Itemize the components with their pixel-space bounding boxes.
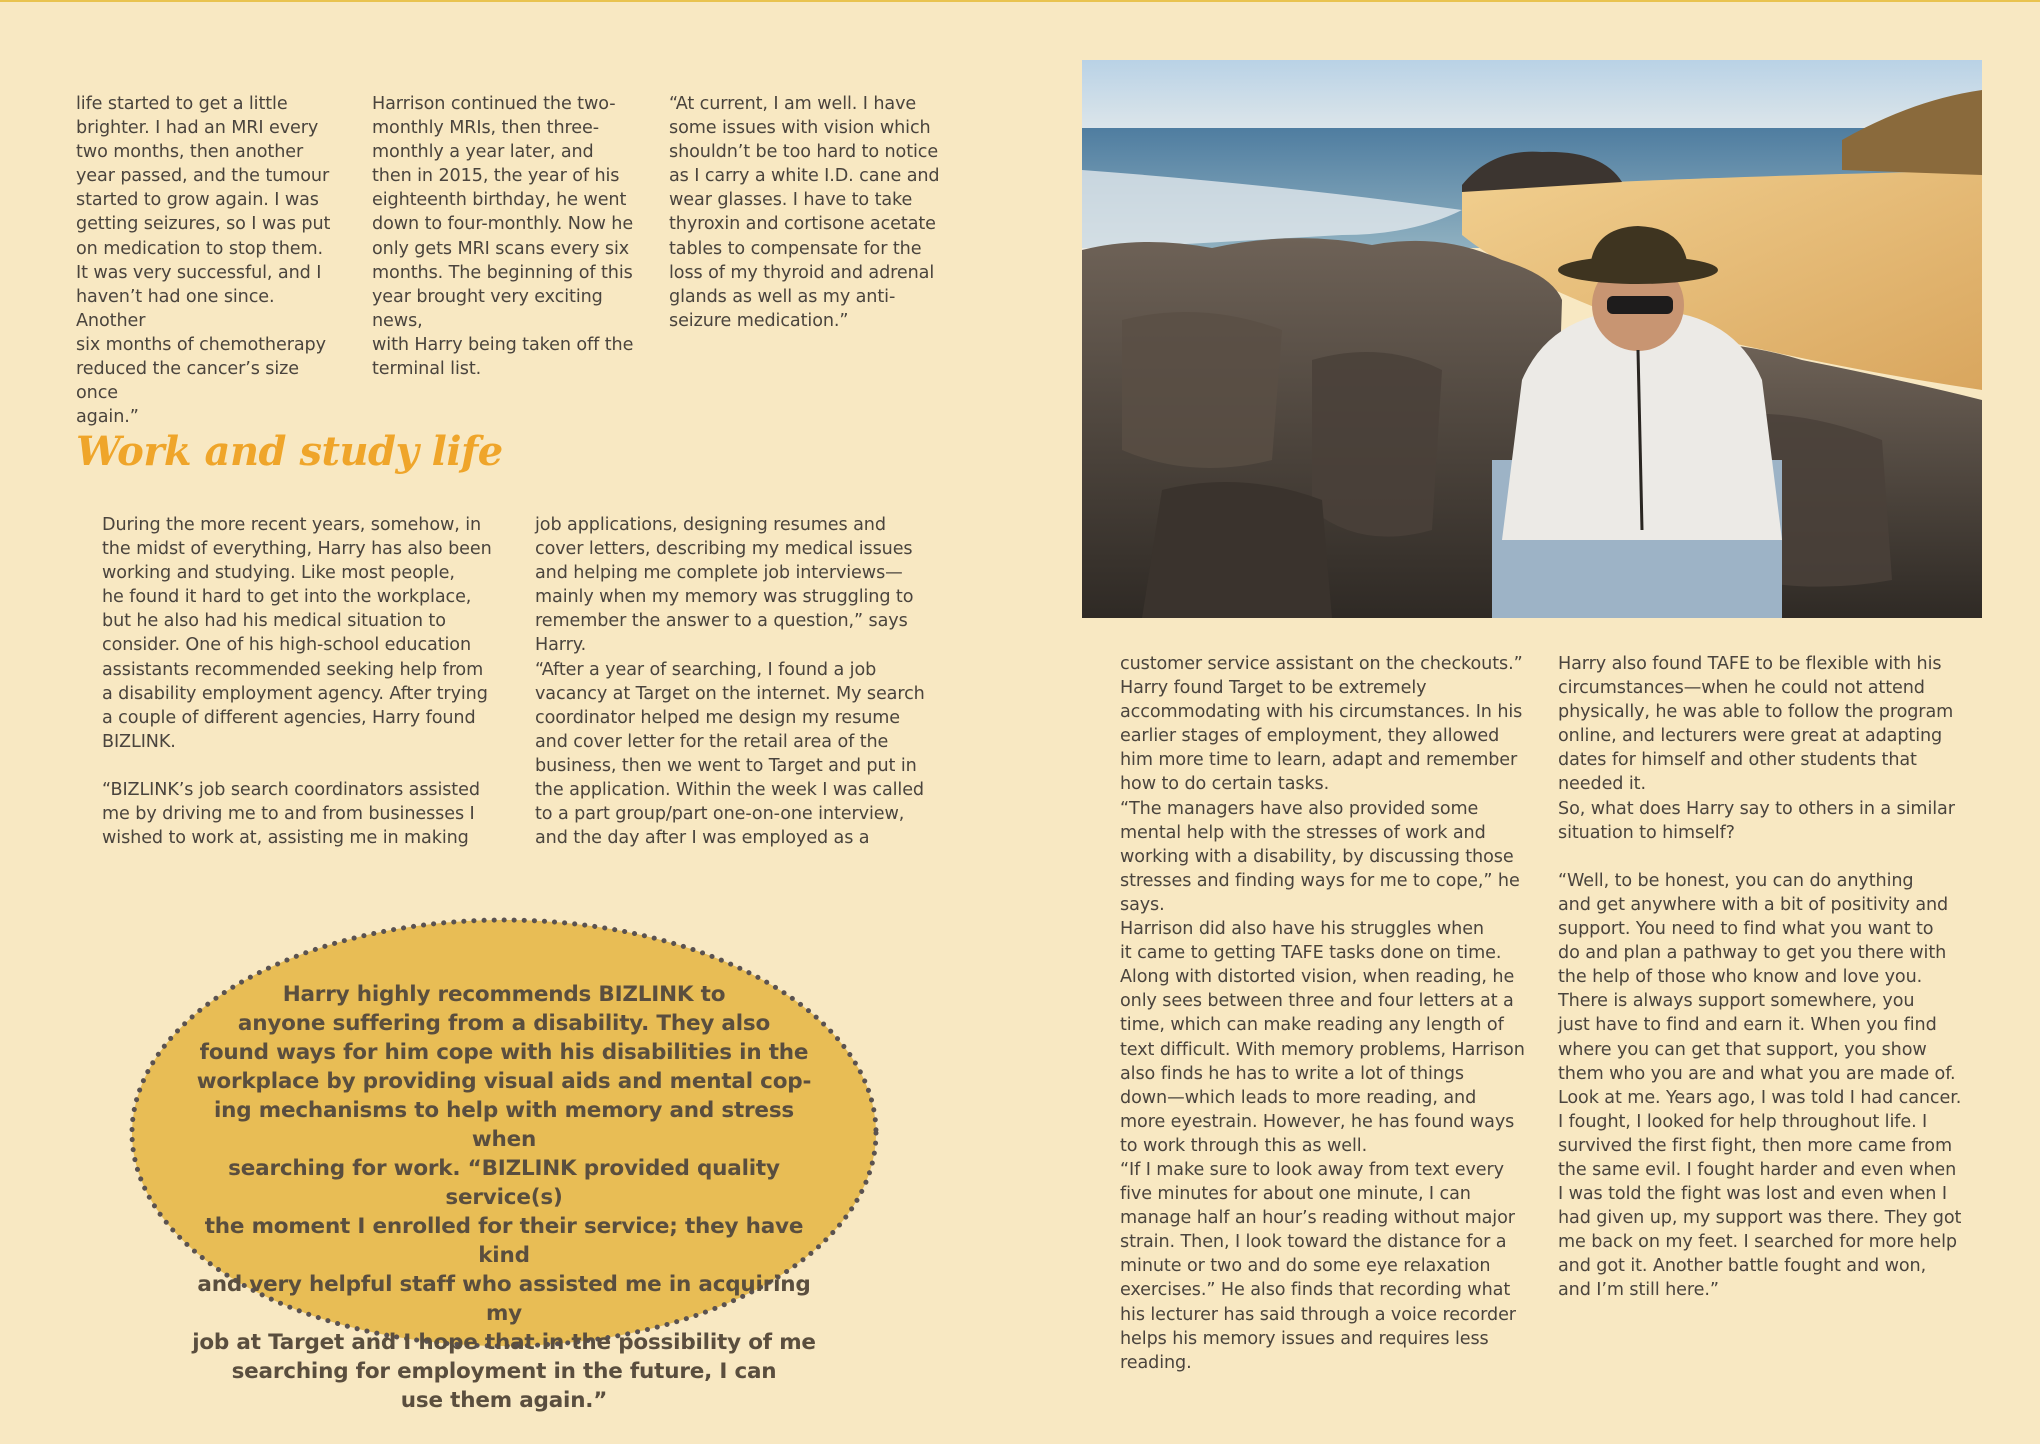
story-column-2: Harrison continued the two- monthly MRIs, then three- monthly a year later, and then in 2015, the year of his eighteenth birthday, he went down to four-monthly. Now he only gets MRI scans every six months. The beginning of this year brought very exciting news, with Harry being taken off the terminal list. (372, 94, 634, 380)
story-column-3: “At current, I am well. I have some issues with vision which shouldn’t be too hard to notice as I carry a white I.D. cane and wear glasses. I have to take thyroxin and cortisone acetate tables to compensate for the loss of my thyroid and adrenal glands as well as my anti- seizure medication.” (669, 94, 940, 331)
pull-quote-text: Harry highly recommends BIZLINK to anyone suffering from a disability. They also found ways for him cope with his disabilities in the workplace by providing visual aids and mental cop- ing mechanisms to help with memory and stress when searching for work. “BIZLINK provided quality service(s) the moment I enrolled for their service; they have kind and very helpful staff who assisted me in acquiring my job at Target and I hope that in the possibility of me searching for employment in the future, I can use them again.” (192, 982, 816, 1413)
pull-quote-bubble (124, 912, 884, 1413)
section-column-1: During the more recent years, somehow, in the midst of everything, Harry has also been working and studying. Like most people, he found it hard to get into the workplace, but he also had his medical situation to consider. One of his high-school education assistants recommended seeking help from a disability employment agency. After trying a couple of different agencies, Harry found BIZLINK. “BIZLINK’s job search coordinators assisted me by driving me to and from businesses I wished to work at, assisting me in making (102, 515, 492, 849)
top-rule (0, 0, 2040, 2)
story-column-1: life started to get a little brighter. I had an MRI every two months, then another year passed, and the tumour started to grow again. I was getting seizures, so I was put on medication to stop them. It was very successful, and I haven’t had one since. Another six months of chemotherapy reduced the cancer’s size once again.” (76, 94, 331, 428)
right-column-2: Harry also found TAFE to be flexible with his circumstances—when he could not attend physically, he was able to follow the program online, and lecturers were great at adapting dates for himself and other students that needed it. So, what does Harry say to others in a similar situation to himself? “Well, to be honest, you can do anything and get anywhere with a bit of positivity and support. You need to find what you want to do and plan a pathway to get you there with the help of those who know and love you. There is always support somewhere, you just have to find and earn it. When you find where you can get that support, you show them who you are and what you are made of. Look at me. Years ago, I was told I had cancer. I fought, I looked for help throughout life. I survived the first fight, then more came from the same evil. I fought harder and even when I was told the fight was lost and even when I had given up, my support was there. They got me back on my feet. I searched for more help and got it. Another battle fought and won, and I’m still here.” (1558, 654, 1962, 1301)
section-column-2: job applications, designing resumes and cover letters, describing my medical issues and helping me complete job interviews— mainly when my memory was struggling to remember the answer to a question,” says Harry. “After a year of searching, I found a job vacancy at Target on the internet. My search coordinator helped me design my resume and cover letter for the retail area of the business, then we went to Target and put in the application. Within the week I was called to a part group/part one-on-one interview, and the day after I was employed as a (535, 515, 925, 849)
right-column-1: customer service assistant on the checkouts.” Harry found Target to be extremely accommodating with his circumstances. In his earlier stages of employment, they allowed him more time to learn, adapt and remember how to do certain tasks. “The managers have also provided some mental help with the stresses of work and working with a disability, by discussing those stresses and finding ways for me to cope,” he says. Harrison did also have his struggles when it came to getting TAFE tasks done on time. Along with distorted vision, when reading, he only sees between three and four letters at a time, which can make reading any length of text difficult. With memory problems, Harrison also finds he has to write a lot of things down—which leads to more reading, and more eyestrain. However, he has found ways to work through this as well. “If I make sure to look away from text every five minutes for about one minute, I can manage half an hour’s reading without major strain. Then, I look toward the distance for a minute or two and do some eye relaxation exercises.” He also finds that recording what his lecturer has said through a voice recorder helps his memory issues and requires less reading. (1120, 654, 1525, 1373)
beach-photo (1082, 60, 1982, 618)
section-heading: Work and study life (76, 428, 503, 475)
